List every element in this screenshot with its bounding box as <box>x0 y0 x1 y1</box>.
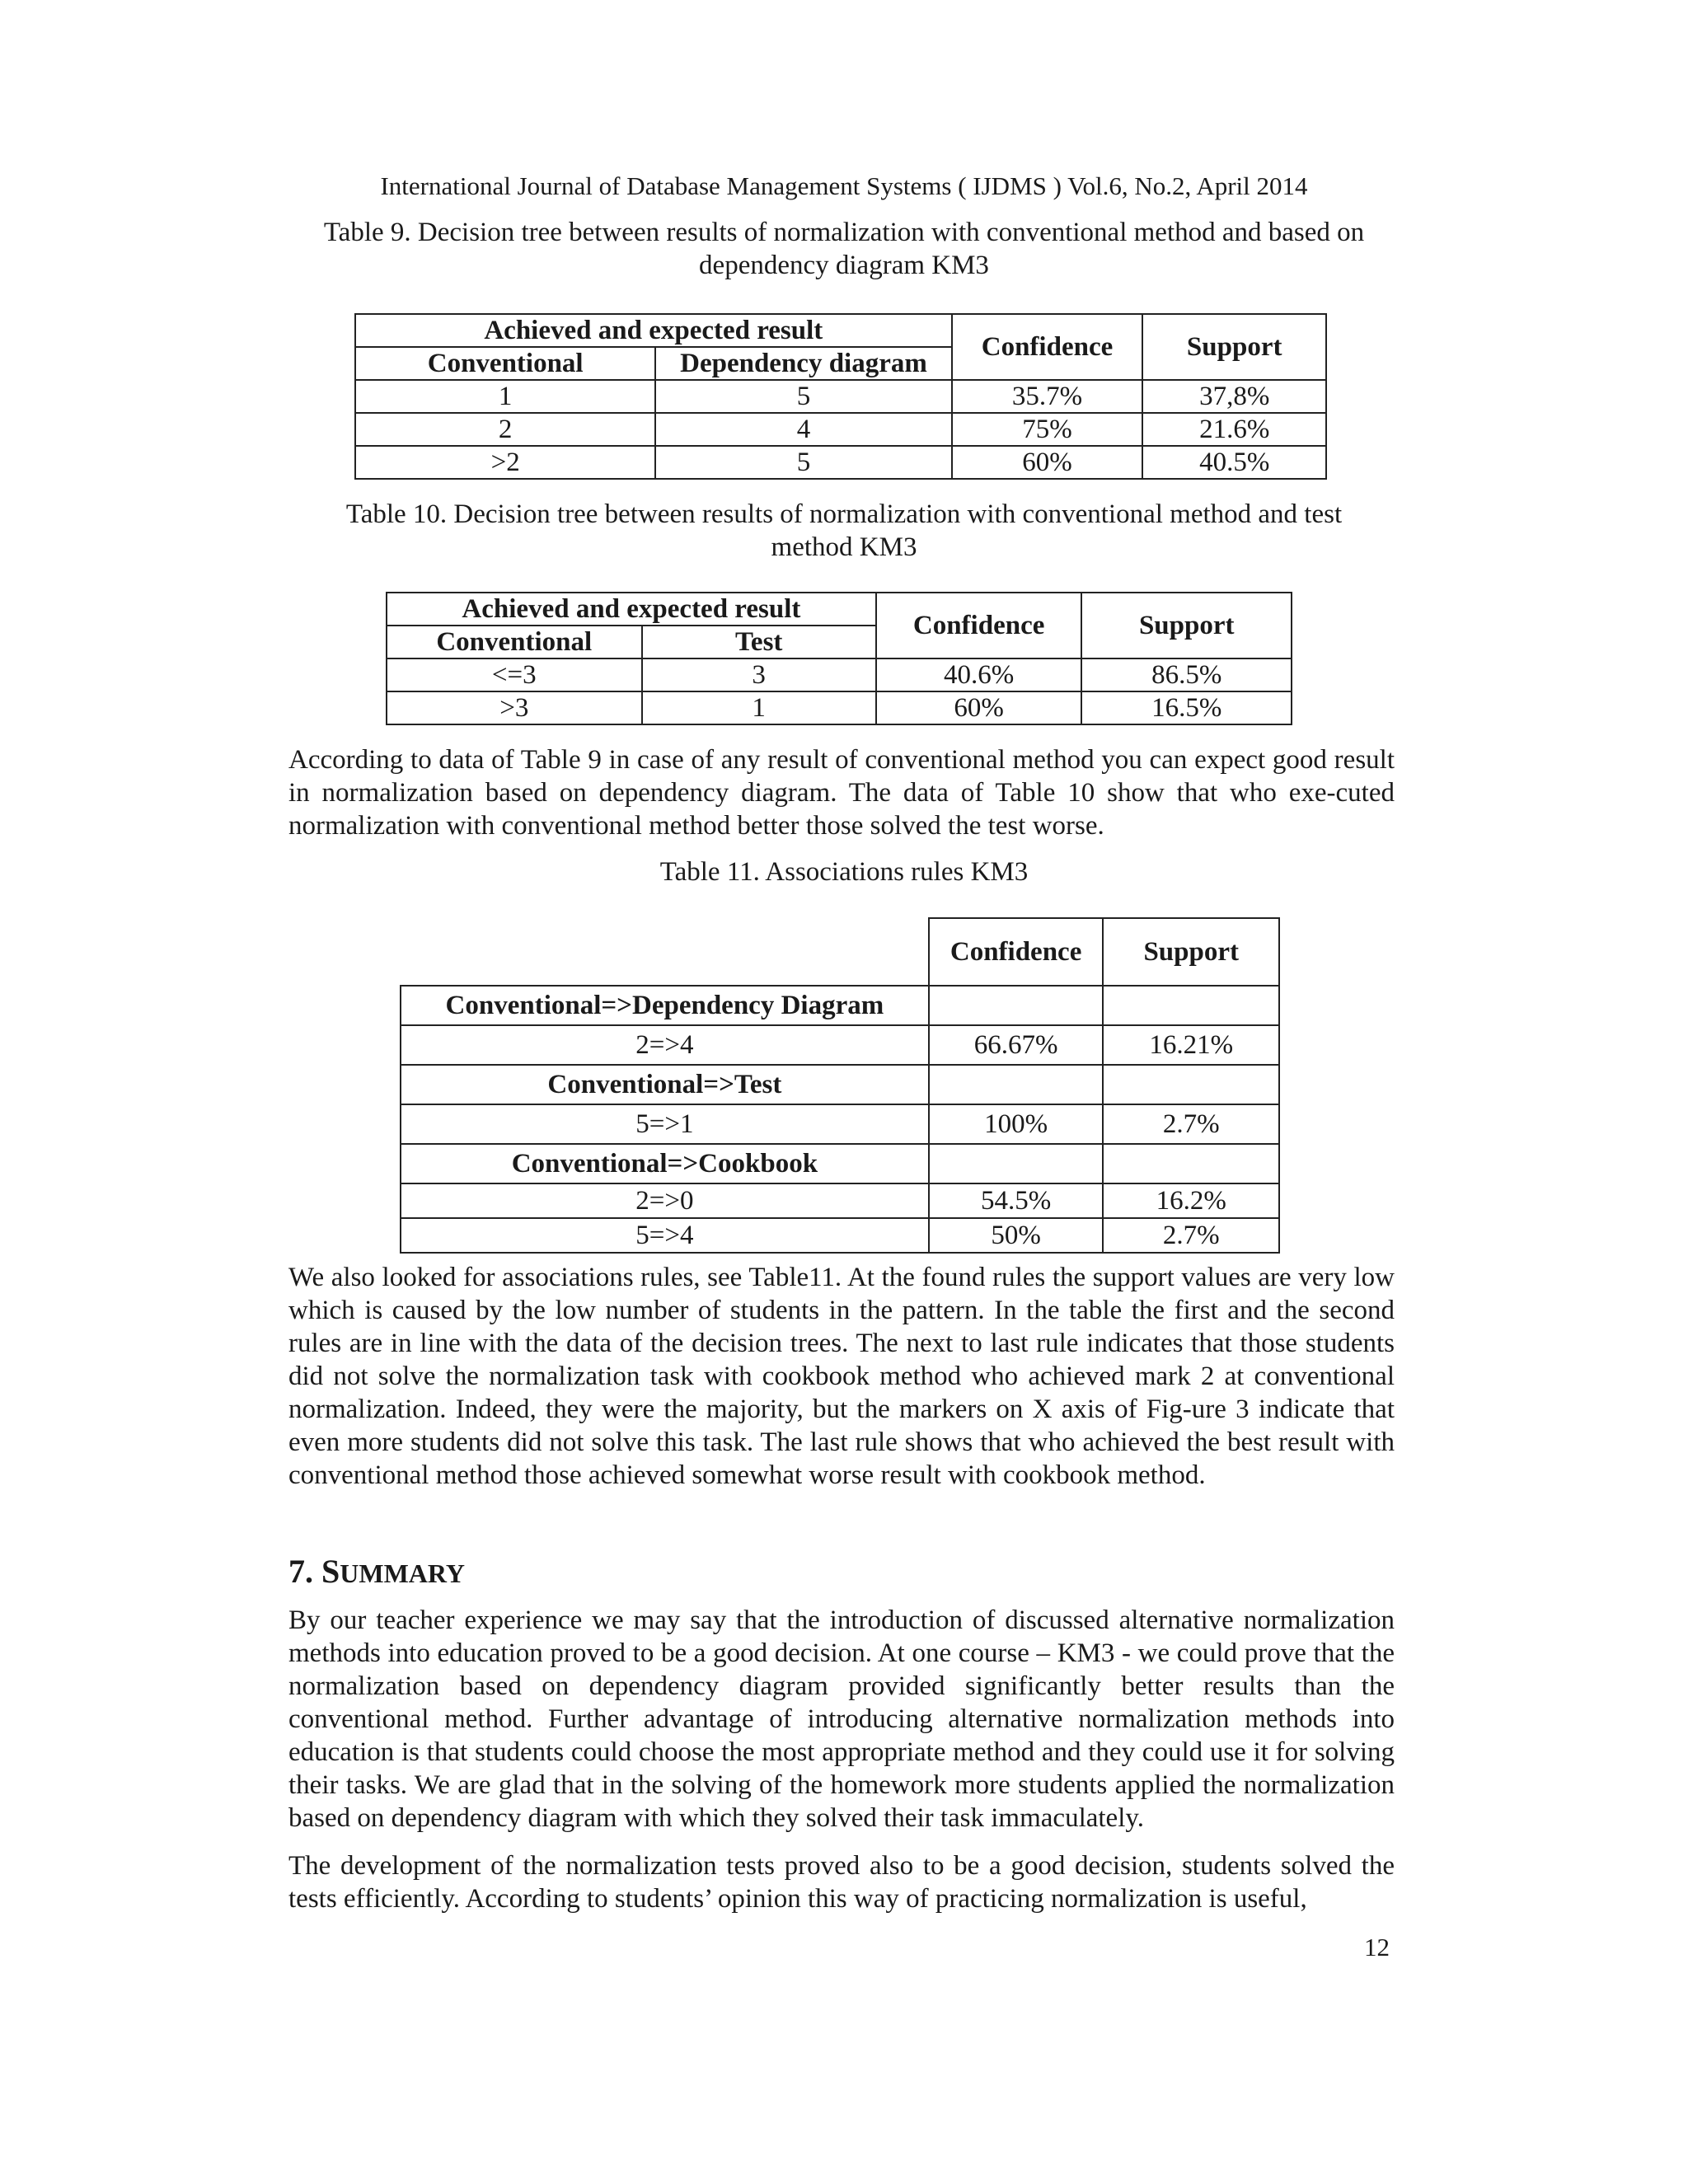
table10-col-test: Test <box>642 626 876 658</box>
table-cell: 3 <box>642 658 876 691</box>
table-cell: 2.7% <box>1103 1104 1279 1144</box>
table-cell <box>929 1144 1104 1183</box>
table-cell: 21.6% <box>1142 413 1326 446</box>
table9-caption-line2: dependency diagram KM3 <box>699 251 989 280</box>
table10-group-header: Achieved and expected result <box>387 593 876 626</box>
table10-caption-line2: method KM3 <box>771 532 917 562</box>
paragraph-association-rules: We also looked for associations rules, see Table11. At the found rules the support values are very low which is caused by the low number of students in the pattern. In the table the first and the second rules are in line with the data of the decision trees. The next to last rule indicates that those students did not solve the normalization task with cookbook method who achieved mark 2 at conventional normalization. Indeed, they were the majority, but the markers on X axis of Fig-ure 3 indicate that even more students did not solve this task. The last rule shows that who achieved the best result with conventional method those achieved somewhat worse result with cookbook method. <box>288 1263 1395 1490</box>
table-cell <box>929 1065 1104 1104</box>
table-cell: 35.7% <box>952 380 1143 413</box>
section-title-rest: UMMARY <box>340 1558 465 1588</box>
table-row <box>355 380 1326 413</box>
table-cell: 5 <box>655 380 951 413</box>
table10-col-conventional: Conventional <box>387 626 642 658</box>
table10-caption <box>272 498 1416 564</box>
table-cell: 16.21% <box>1103 1025 1279 1065</box>
table-cell: 2.7% <box>1103 1218 1279 1253</box>
table-cell <box>1103 1144 1279 1183</box>
table10-caption-line1: Table 10. Decision tree between results of normalization with conventional method and test <box>345 499 1343 529</box>
table-cell: 40.5% <box>1142 446 1326 479</box>
table-cell: 54.5% <box>929 1183 1104 1218</box>
table-row <box>355 446 1326 479</box>
table11-group-title: Conventional=>Test <box>401 1065 929 1104</box>
table-cell: 37,8% <box>1142 380 1326 413</box>
table-cell: <=3 <box>387 658 642 691</box>
table-cell: 1 <box>355 380 655 413</box>
table-row <box>355 413 1326 446</box>
table-row <box>401 1025 1279 1065</box>
table9-caption <box>272 216 1416 282</box>
table11-group-row <box>401 986 1279 1025</box>
table-cell: 16.2% <box>1103 1183 1279 1218</box>
paragraph-summary-1: By our teacher experience we may say that the introduction of discussed alternative normalization methods into education proved to be a good decision. At one course – KM3 - we could prove that the normalization based on dependency diagram provided significantly better results than the conventional method. Further advantage of introducing alternative normalization methods into education is that students could choose the most appropriate method and they could use it for solving their tasks. We are glad that in the solving of the homework more students applied the normalization based on dependency diagram with which they solved their task immaculately. <box>288 1605 1395 1833</box>
table-cell <box>929 986 1104 1025</box>
table-row <box>387 691 1292 724</box>
table-cell: >2 <box>355 446 655 479</box>
table-cell: 2=>4 <box>401 1025 929 1065</box>
table10-col-support: Support <box>1081 593 1292 658</box>
table-cell: 4 <box>655 413 951 446</box>
table11-group-row <box>401 1144 1279 1183</box>
table-row <box>401 1218 1279 1253</box>
page-number: 12 <box>1364 1933 1390 1961</box>
table9-col-dependency: Dependency diagram <box>655 347 951 380</box>
table11-corner <box>401 918 929 986</box>
table9-caption-line1: Table 9. Decision tree between results of normalization with conventional method and based on <box>323 218 1365 247</box>
table9 <box>354 313 1327 480</box>
table-cell: >3 <box>387 691 642 724</box>
table-cell: 5 <box>655 446 951 479</box>
table11-group-title: Conventional=>Dependency Diagram <box>401 986 929 1025</box>
table-cell: 86.5% <box>1081 658 1292 691</box>
table-cell <box>1103 986 1279 1025</box>
table11-caption: Table 11. Associations rules KM3 <box>659 857 1029 887</box>
table-cell: 50% <box>929 1218 1104 1253</box>
paragraph-summary-2: The development of the normalization tests proved also to be a good decision, students solved the tests efficiently. According to students’ opinion this way of practicing normalization is useful, <box>288 1851 1395 1914</box>
table11-col-support: Support <box>1103 918 1279 986</box>
running-header: International Journal of Database Management Systems ( IJDMS ) Vol.6, No.2, April 2014 <box>380 171 1308 200</box>
table9-col-support: Support <box>1142 314 1326 380</box>
table9-group-header: Achieved and expected result <box>355 314 952 347</box>
paragraph-table-analysis: According to data of Table 9 in case of any result of conventional method you can expect good result in normalization based on dependency diagram. The data of Table 10 show that who exe-cuted normalization with conventional method better those solved the test worse. <box>288 745 1395 841</box>
table-cell: 60% <box>952 446 1143 479</box>
table-cell <box>1103 1065 1279 1104</box>
table-row <box>387 658 1292 691</box>
table-cell: 100% <box>929 1104 1104 1144</box>
table9-col-conventional: Conventional <box>355 347 655 380</box>
table11-col-confidence: Confidence <box>929 918 1104 986</box>
section-number: 7. S <box>288 1553 340 1590</box>
table11-group-row <box>401 1065 1279 1104</box>
table10-col-confidence: Confidence <box>876 593 1082 658</box>
table-cell: 75% <box>952 413 1143 446</box>
table-cell: 1 <box>642 691 876 724</box>
table-cell: 2 <box>355 413 655 446</box>
section-heading <box>288 1552 465 1591</box>
table9-col-confidence: Confidence <box>952 314 1143 380</box>
table11-group-title: Conventional=>Cookbook <box>401 1144 929 1183</box>
table-row <box>401 1183 1279 1218</box>
table-cell: 2=>0 <box>401 1183 929 1218</box>
table10 <box>386 592 1292 725</box>
table-cell: 16.5% <box>1081 691 1292 724</box>
table-cell: 5=>4 <box>401 1218 929 1253</box>
table-cell: 5=>1 <box>401 1104 929 1144</box>
table11 <box>400 917 1280 1254</box>
table-cell: 40.6% <box>876 658 1082 691</box>
table-cell: 66.67% <box>929 1025 1104 1065</box>
table-row <box>401 1104 1279 1144</box>
table-cell: 60% <box>876 691 1082 724</box>
